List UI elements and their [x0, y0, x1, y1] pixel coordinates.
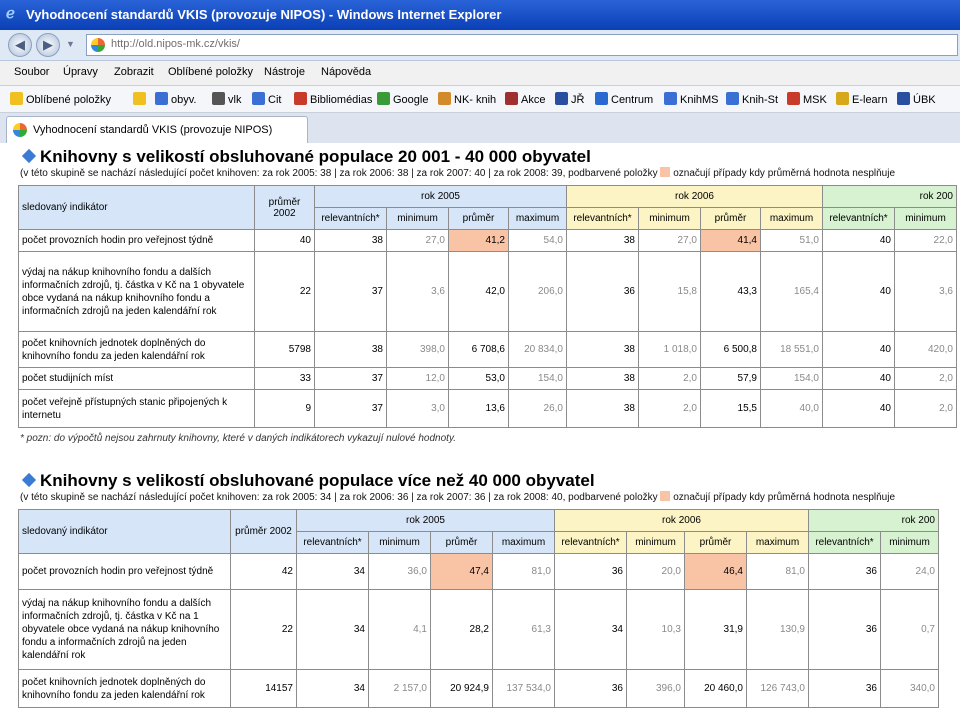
page-icon	[294, 92, 307, 105]
menu-soubor[interactable]: Soubor	[14, 66, 50, 78]
relevant-value: 38	[315, 230, 387, 252]
page-icon	[595, 92, 608, 105]
fav-item-ubk[interactable]	[897, 92, 936, 106]
fav-label: obyv.	[171, 94, 197, 106]
page-content	[0, 143, 960, 716]
fav-item-e-learn[interactable]	[836, 92, 887, 106]
fav-label: vlk	[228, 94, 242, 106]
table-header-row	[19, 186, 957, 208]
header-relevant: relevantních*	[297, 532, 369, 554]
url-text: http://old.nipos-mk.cz/vkis/	[111, 38, 240, 50]
indicator-label: počet provozních hodin pro veřejnost týdně	[19, 554, 231, 590]
max-value: 154,0	[509, 368, 567, 390]
relevant-value: 36	[809, 670, 881, 708]
indicator-label: výdaj na nákup knihovního fondu a dalších informačních zdrojů, tj. částka v Kč na 1 obyvatele obce vydaná na nákup knihovního fondu a informačních zdrojů na jeden kalendářní rok	[19, 252, 255, 332]
avg-value: 20 460,0	[685, 670, 747, 708]
fav-label: JŘ	[571, 94, 585, 106]
relevant-value: 34	[297, 554, 369, 590]
avg-value: 53,0	[449, 368, 509, 390]
max-value: 18 551,0	[761, 332, 823, 368]
fav-label: Centrum	[611, 94, 654, 106]
table-row	[19, 332, 957, 368]
bullet-icon	[22, 149, 36, 163]
header-year-2006: rok 2006	[555, 510, 809, 532]
avg-value: 31,9	[685, 590, 747, 670]
table-row	[19, 670, 939, 708]
max-value: 154,0	[761, 368, 823, 390]
section-heading	[20, 147, 591, 167]
header-indicator: sledovaný indikátor	[19, 510, 231, 554]
header-relevant: relevantních*	[823, 208, 895, 230]
indicator-label: počet veřejně přístupných stanic připojených k internetu	[19, 390, 255, 428]
page-icon	[505, 92, 518, 105]
history-dropdown-icon[interactable]: ▼	[66, 39, 75, 49]
header-year-2005: rok 2005	[297, 510, 555, 532]
header-avg2002: průměr 2002	[255, 186, 315, 230]
avg-value: 43,3	[701, 252, 761, 332]
min-value: 2,0	[639, 368, 701, 390]
fav-label: KnihMS	[680, 94, 719, 106]
relevant-value: 34	[555, 590, 627, 670]
section-heading	[20, 471, 595, 491]
min-value: 0,7	[881, 590, 939, 670]
menu-napoveda[interactable]: Nápověda	[321, 66, 372, 78]
min-value: 27,0	[639, 230, 701, 252]
fav-label: Cit	[268, 94, 282, 106]
back-button[interactable]: ◀	[8, 33, 32, 57]
page-icon	[252, 92, 265, 105]
relevant-value: 37	[315, 252, 387, 332]
fav-item-nk-knih[interactable]	[438, 92, 496, 106]
header-avg: průměr	[431, 532, 493, 554]
avg-value: 13,6	[449, 390, 509, 428]
header-min: minimum	[881, 532, 939, 554]
menu-oblibene[interactable]: Oblíbené položky	[168, 66, 253, 78]
fav-item-centrum[interactable]	[595, 92, 653, 106]
max-value: 137 534,0	[493, 670, 555, 708]
header-year-2006: rok 2006	[567, 186, 823, 208]
forward-button[interactable]: ▶	[36, 33, 60, 57]
fav-label: ÚBK	[913, 94, 936, 106]
relevant-value: 36	[567, 252, 639, 332]
menu-zobrazit[interactable]: Zobrazit	[114, 66, 154, 78]
relevant-value: 37	[315, 368, 387, 390]
avg-value: 20 924,9	[431, 670, 493, 708]
relevant-value: 38	[567, 390, 639, 428]
fav-label: Knih-St	[742, 94, 779, 106]
fav-label: Bibliomédias	[310, 94, 373, 106]
max-value: 26,0	[509, 390, 567, 428]
header-min: minimum	[369, 532, 431, 554]
min-value: 3,0	[387, 390, 449, 428]
min-value: 2,0	[639, 390, 701, 428]
tab-title: Vyhodnocení standardů VKIS (provozuje NIPOS)	[33, 124, 273, 136]
legend-text: označují případy kdy průměrná hodnota nesplňuje	[673, 492, 896, 503]
min-value: 3,6	[387, 252, 449, 332]
min-value: 27,0	[387, 230, 449, 252]
relevant-value: 36	[809, 590, 881, 670]
min-value: 15,8	[639, 252, 701, 332]
favorites-bar	[0, 86, 960, 113]
table-row	[19, 590, 939, 670]
min-value: 3,6	[895, 252, 957, 332]
page-icon	[836, 92, 849, 105]
fav-label: MSK	[803, 94, 827, 106]
avg-value: 42,0	[449, 252, 509, 332]
relevant-value: 38	[567, 230, 639, 252]
header-avg: průměr	[449, 208, 509, 230]
min-value: 4,1	[369, 590, 431, 670]
fav-item-vlk[interactable]	[212, 92, 241, 106]
ie-logo-icon: ℯ	[6, 5, 15, 22]
min-value: 36,0	[369, 554, 431, 590]
header-year-2005: rok 2005	[315, 186, 567, 208]
subtitle-text: (v této skupině se nachází následující počet knihoven: za rok 2005: 38 | za rok 2006: 38 | za rok 2007: 40 | za rok 2008: 39, podbarvené položky	[20, 168, 658, 179]
avg2002-value: 9	[255, 390, 315, 428]
min-value: 2,0	[895, 368, 957, 390]
min-value: 10,3	[627, 590, 685, 670]
page-icon	[787, 92, 800, 105]
indicator-label: počet studijních míst	[19, 368, 255, 390]
menu-bar	[0, 61, 960, 86]
min-value: 2 157,0	[369, 670, 431, 708]
avg-value: 47,4	[431, 554, 493, 590]
relevant-value: 34	[297, 590, 369, 670]
header-max: maximum	[493, 532, 555, 554]
fav-label: Google	[393, 94, 429, 106]
page-icon	[555, 92, 568, 105]
section-title: Knihovny s velikostí obsluhované populace 20 001 - 40 000 obyvatel	[40, 147, 591, 166]
favorites-label: Oblíbené položky	[26, 94, 111, 106]
fav-item-obyv[interactable]	[155, 92, 196, 106]
min-value: 420,0	[895, 332, 957, 368]
page-icon	[897, 92, 910, 105]
tab-active[interactable]	[6, 116, 308, 143]
min-value: 398,0	[387, 332, 449, 368]
section-subtitle	[20, 167, 895, 179]
relevant-value: 37	[315, 390, 387, 428]
max-value: 81,0	[747, 554, 809, 590]
highlight-swatch	[660, 167, 670, 177]
header-relevant: relevantních*	[555, 532, 627, 554]
header-min: minimum	[895, 208, 957, 230]
fav-item-knihms[interactable]	[664, 92, 719, 106]
fav-item-google[interactable]	[377, 92, 428, 106]
header-max: maximum	[747, 532, 809, 554]
tab-bar	[0, 113, 960, 144]
relevant-value: 38	[567, 368, 639, 390]
header-avg: průměr	[701, 208, 761, 230]
fav-item-bibliomedias[interactable]	[294, 92, 372, 106]
avg2002-value: 42	[231, 554, 297, 590]
header-max: maximum	[761, 208, 823, 230]
header-indicator: sledovaný indikátor	[19, 186, 255, 230]
table-row	[19, 252, 957, 332]
min-value: 2,0	[895, 390, 957, 428]
avg2002-value: 14157	[231, 670, 297, 708]
indicator-label: počet knihovních jednotek doplněných do knihovního fondu za jeden kalendářní rok	[19, 670, 231, 708]
min-value: 396,0	[627, 670, 685, 708]
relevant-value: 40	[823, 332, 895, 368]
avg-value: 57,9	[701, 368, 761, 390]
fav-item-akce[interactable]	[505, 92, 545, 106]
avg-value: 41,2	[449, 230, 509, 252]
header-min: minimum	[627, 532, 685, 554]
min-value: 20,0	[627, 554, 685, 590]
page-icon	[212, 92, 225, 105]
page-icon	[438, 92, 451, 105]
max-value: 81,0	[493, 554, 555, 590]
max-value: 206,0	[509, 252, 567, 332]
indicator-label: počet provozních hodin pro veřejnost týdně	[19, 230, 255, 252]
relevant-value: 38	[567, 332, 639, 368]
header-year-2007: rok 200	[823, 186, 957, 208]
relevant-value: 40	[823, 252, 895, 332]
header-year-2007: rok 200	[809, 510, 939, 532]
window-titlebar	[0, 0, 960, 30]
header-max: maximum	[509, 208, 567, 230]
relevant-value: 40	[823, 368, 895, 390]
min-value: 22,0	[895, 230, 957, 252]
avg2002-value: 40	[255, 230, 315, 252]
section-title: Knihovny s velikostí obsluhované populace více než 40 000 obyvatel	[40, 471, 595, 490]
relevant-value: 36	[809, 554, 881, 590]
fav-label: Akce	[521, 94, 546, 106]
menu-nastroje[interactable]: Nástroje	[264, 66, 305, 78]
min-value: 24,0	[881, 554, 939, 590]
table-row	[19, 368, 957, 390]
header-relevant: relevantních*	[315, 208, 387, 230]
url-input[interactable]	[86, 34, 958, 56]
relevant-value: 34	[297, 670, 369, 708]
add-star-icon	[133, 92, 146, 105]
table-row	[19, 554, 939, 590]
page-icon	[664, 92, 677, 105]
avg-value: 6 500,8	[701, 332, 761, 368]
max-value: 130,9	[747, 590, 809, 670]
legend-text: označují případy kdy průměrná hodnota nesplňuje	[673, 168, 896, 179]
relevant-value: 40	[823, 230, 895, 252]
relevant-value: 36	[555, 670, 627, 708]
relevant-value: 38	[315, 332, 387, 368]
tab-favicon-icon	[13, 123, 27, 137]
header-avg: průměr	[685, 532, 747, 554]
highlight-swatch	[660, 491, 670, 501]
header-relevant: relevantních*	[567, 208, 639, 230]
page-icon	[726, 92, 739, 105]
max-value: 20 834,0	[509, 332, 567, 368]
min-value: 12,0	[387, 368, 449, 390]
footnote: * pozn: do výpočtů nejsou zahrnuty knihovny, které v daných indikátorech vykazují nulové hodnoty.	[20, 433, 456, 444]
section-subtitle	[20, 491, 895, 503]
indicator-table	[18, 509, 939, 708]
favorites-menu-button[interactable]	[10, 92, 111, 106]
bullet-icon	[22, 473, 36, 487]
max-value: 40,0	[761, 390, 823, 428]
header-avg2002: průměr 2002	[231, 510, 297, 554]
menu-upravy[interactable]: Úpravy	[63, 66, 98, 78]
max-value: 54,0	[509, 230, 567, 252]
fav-label: E-learn	[852, 94, 888, 106]
avg2002-value: 22	[231, 590, 297, 670]
window-title: Vyhodnocení standardů VKIS (provozuje NIPOS) - Windows Internet Explorer	[26, 7, 502, 22]
fav-item-cit[interactable]	[252, 92, 281, 106]
fav-item-msk[interactable]	[787, 92, 827, 106]
header-min: minimum	[387, 208, 449, 230]
avg2002-value: 33	[255, 368, 315, 390]
indicator-label: výdaj na nákup knihovního fondu a dalších informačních zdrojů, tj. částka v Kč na 1 obyvatele obce vydaná na nákup knihovního fondu a informačních zdrojů na jeden kalendářní rok	[19, 590, 231, 670]
max-value: 126 743,0	[747, 670, 809, 708]
table-header-row	[19, 510, 939, 532]
header-min: minimum	[639, 208, 701, 230]
page-icon	[377, 92, 390, 105]
page-icon	[155, 92, 168, 105]
avg-value: 46,4	[685, 554, 747, 590]
avg-value: 41,4	[701, 230, 761, 252]
subtitle-text: (v této skupině se nachází následující počet knihoven: za rok 2005: 34 | za rok 2006: 36 | za rok 2007: 36 | za rok 2008: 40, podbarvené položky	[20, 492, 658, 503]
relevant-value: 36	[555, 554, 627, 590]
avg-value: 15,5	[701, 390, 761, 428]
star-icon	[10, 92, 23, 105]
table-row	[19, 390, 957, 428]
fav-item-jr[interactable]	[555, 92, 584, 106]
address-bar	[0, 30, 960, 61]
max-value: 61,3	[493, 590, 555, 670]
add-favorite-button[interactable]	[133, 92, 149, 106]
max-value: 165,4	[761, 252, 823, 332]
site-favicon-icon	[91, 38, 105, 52]
table-row	[19, 230, 957, 252]
fav-label: NK- knih	[454, 94, 497, 106]
header-relevant: relevantních*	[809, 532, 881, 554]
indicator-table	[18, 185, 957, 428]
avg2002-value: 5798	[255, 332, 315, 368]
min-value: 1 018,0	[639, 332, 701, 368]
avg-value: 6 708,6	[449, 332, 509, 368]
fav-item-knih-st[interactable]	[726, 92, 778, 106]
indicator-label: počet knihovních jednotek doplněných do knihovního fondu za jeden kalendářní rok	[19, 332, 255, 368]
max-value: 51,0	[761, 230, 823, 252]
avg2002-value: 22	[255, 252, 315, 332]
min-value: 340,0	[881, 670, 939, 708]
relevant-value: 40	[823, 390, 895, 428]
avg-value: 28,2	[431, 590, 493, 670]
